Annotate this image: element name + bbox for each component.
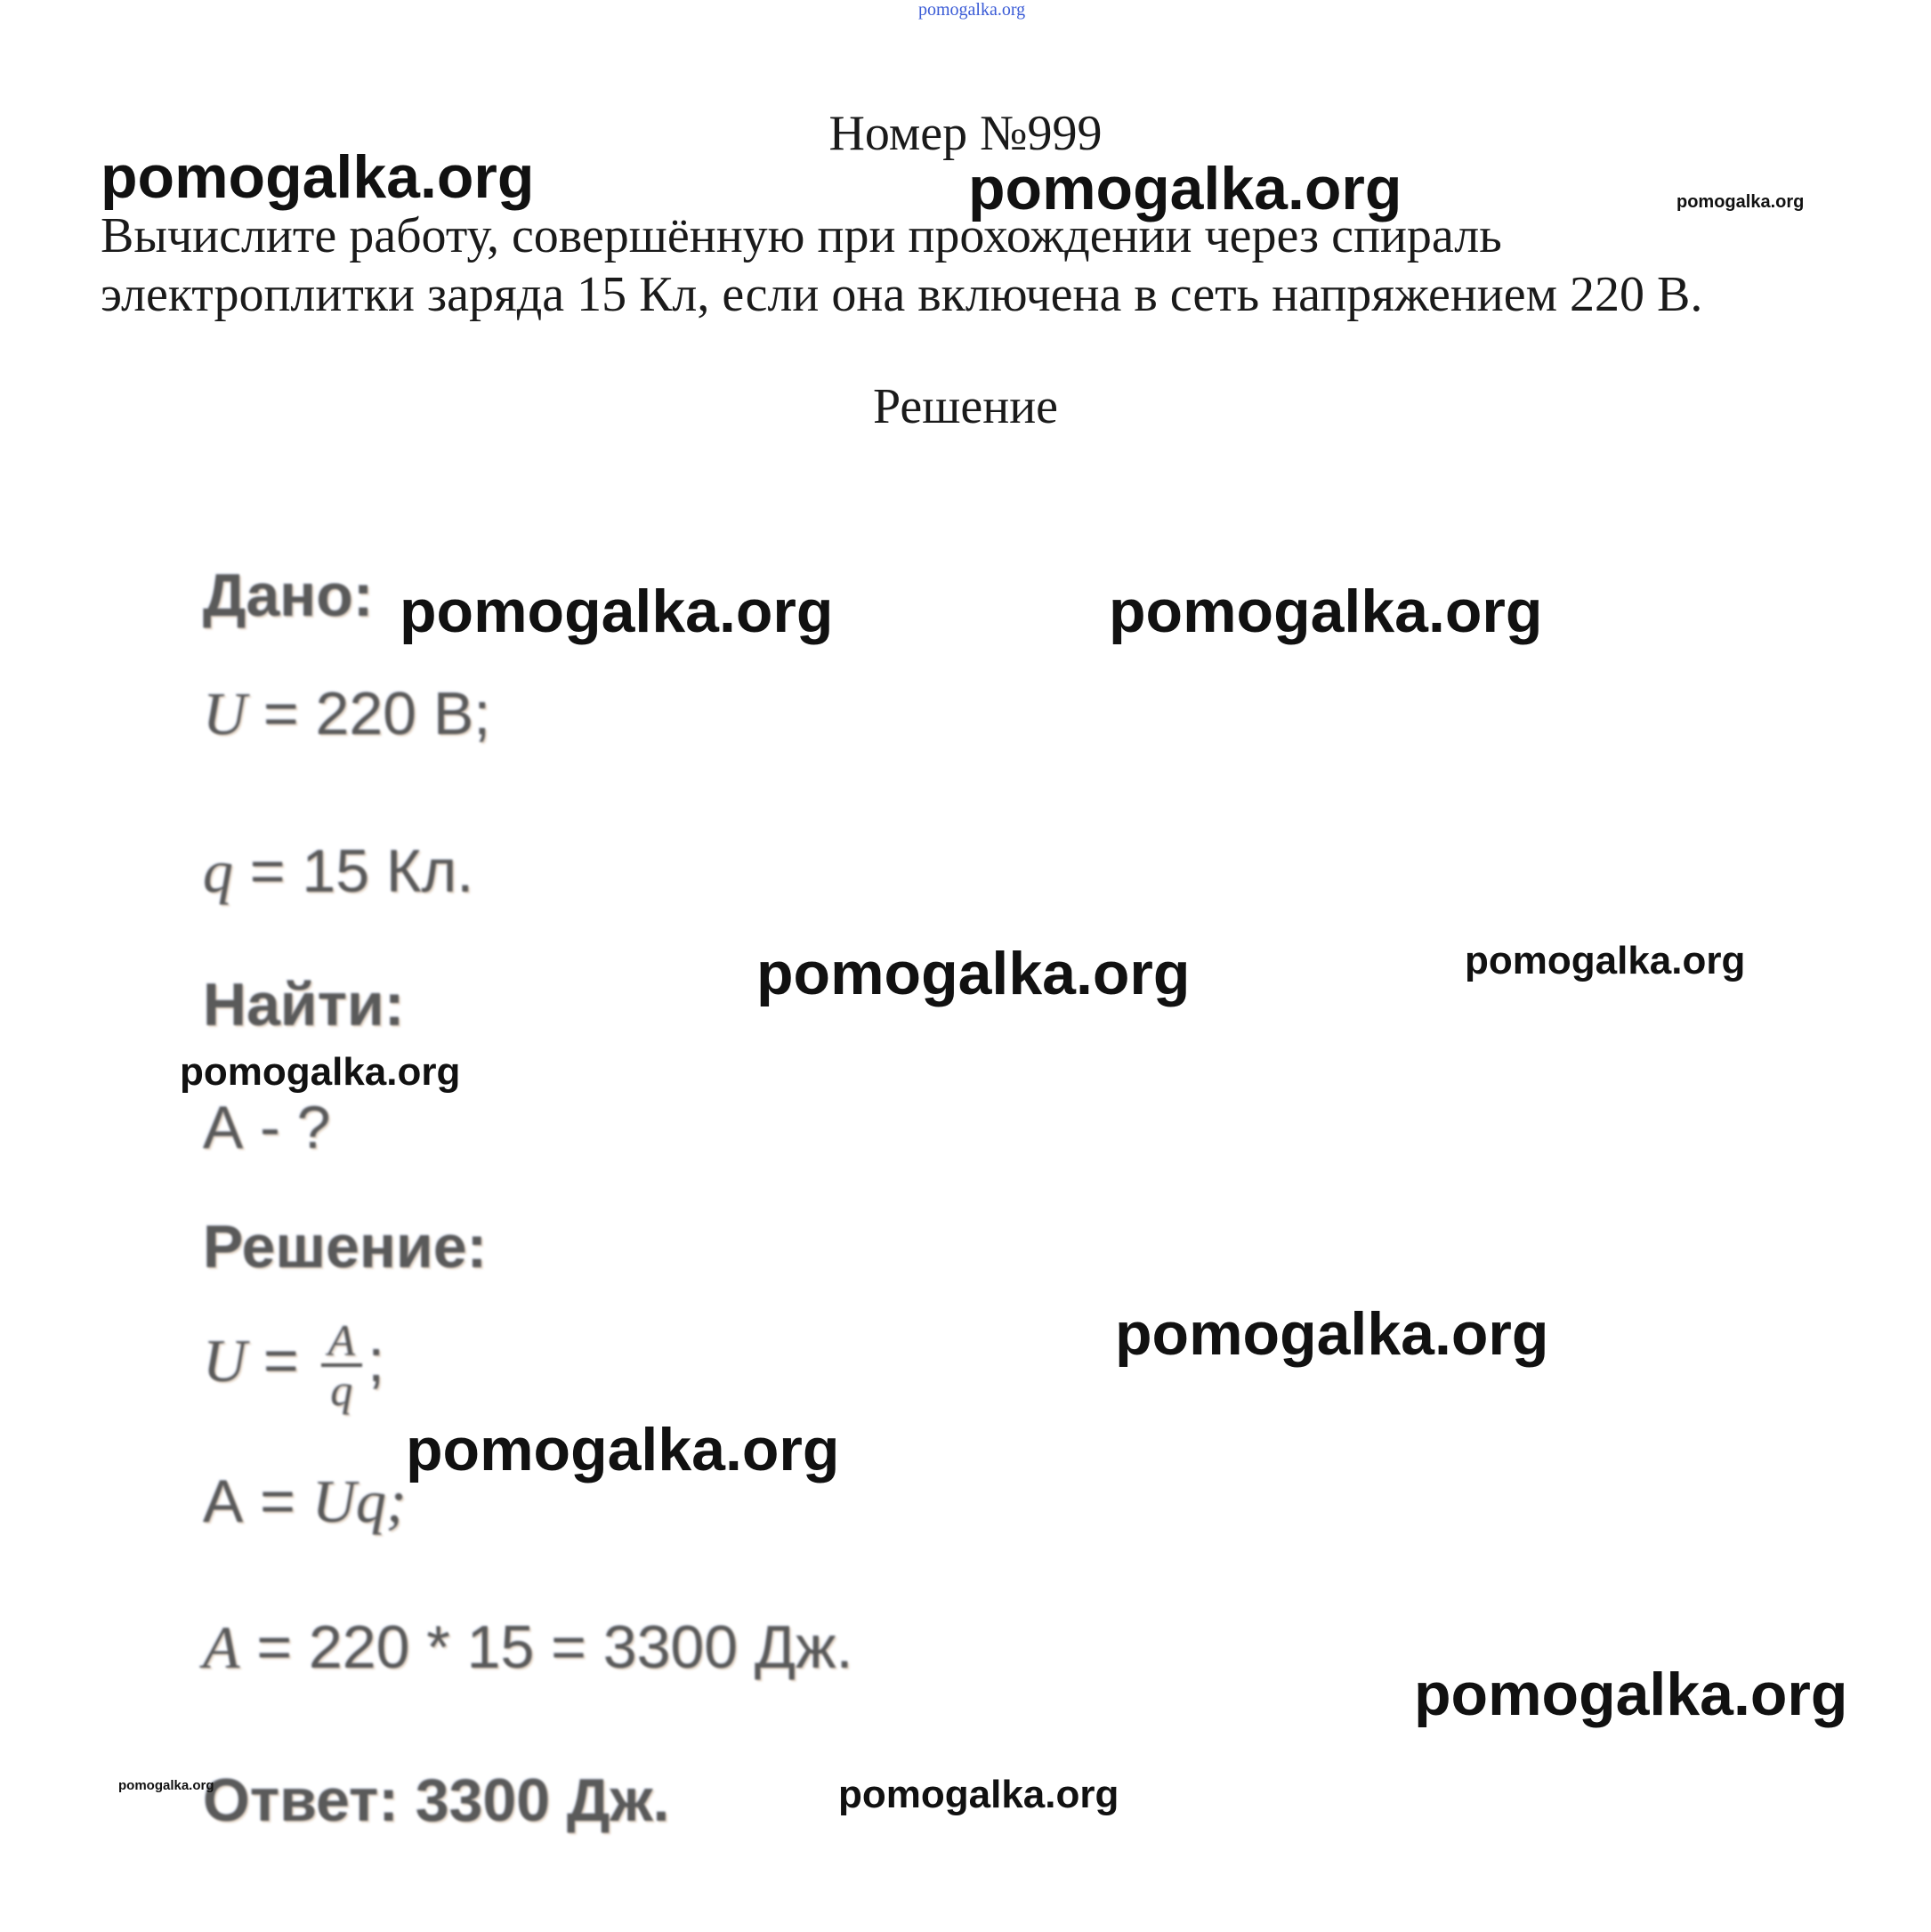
given-label: Дано: — [203, 562, 374, 629]
watermark: pomogalka.org — [1109, 578, 1543, 645]
watermark: pomogalka.org — [968, 155, 1402, 222]
calc-symbol: A — [203, 1613, 240, 1681]
watermark: pomogalka.org — [838, 1773, 1119, 1816]
fraction-numerator: A — [321, 1317, 363, 1367]
watermark: pomogalka.org — [1676, 192, 1805, 212]
formula-work-right: Uq; — [311, 1467, 407, 1535]
answer: Ответ: 3300 Дж. — [203, 1766, 670, 1834]
fraction-denominator: q — [330, 1365, 353, 1415]
find-label: Найти: — [203, 971, 405, 1039]
formula-end: ; — [368, 1326, 385, 1394]
page-title: Номер №999 — [828, 106, 1103, 161]
watermark: pomogalka.org — [406, 1416, 840, 1483]
watermark: pomogalka.org — [118, 1778, 214, 1793]
formula-voltage-symbol: U — [203, 1326, 247, 1394]
charge-symbol: q — [203, 837, 233, 905]
watermark: pomogalka.org — [180, 1050, 461, 1094]
problem-statement — [101, 206, 1702, 324]
top-site-link[interactable]: pomogalka.org — [918, 0, 1026, 20]
watermark: pomogalka.org — [1414, 1661, 1848, 1728]
formula-voltage — [203, 1317, 384, 1413]
voltage-value: = 220 В; — [263, 680, 491, 748]
voltage-symbol: U — [203, 680, 247, 748]
given-voltage — [203, 679, 490, 749]
calc-expression: = 220 * 15 = 3300 Дж. — [256, 1613, 853, 1681]
problem-line-1: Вычислите работу, совершённую при прохождении через спираль — [101, 208, 1502, 263]
solution-label: Решение: — [203, 1213, 488, 1281]
problem-line-2: электроплитки заряда 15 Кл, если она включена в сеть напряжением 220 В. — [101, 267, 1703, 322]
charge-value: = 15 Кл. — [249, 837, 474, 905]
formula-equals: = — [263, 1326, 299, 1394]
watermark: pomogalka.org — [1465, 939, 1746, 982]
watermark: pomogalka.org — [400, 578, 834, 645]
formula-work-left: А = — [203, 1467, 295, 1535]
watermark: pomogalka.org — [101, 143, 535, 211]
find-value: А - ? — [203, 1094, 331, 1161]
watermark: pomogalka.org — [1115, 1300, 1549, 1368]
fraction-a-over-q — [321, 1317, 363, 1413]
watermark: pomogalka.org — [756, 940, 1191, 1007]
given-charge — [203, 837, 473, 907]
solution-heading: Решение — [872, 379, 1059, 434]
calculation — [203, 1613, 853, 1683]
formula-work — [203, 1467, 407, 1537]
